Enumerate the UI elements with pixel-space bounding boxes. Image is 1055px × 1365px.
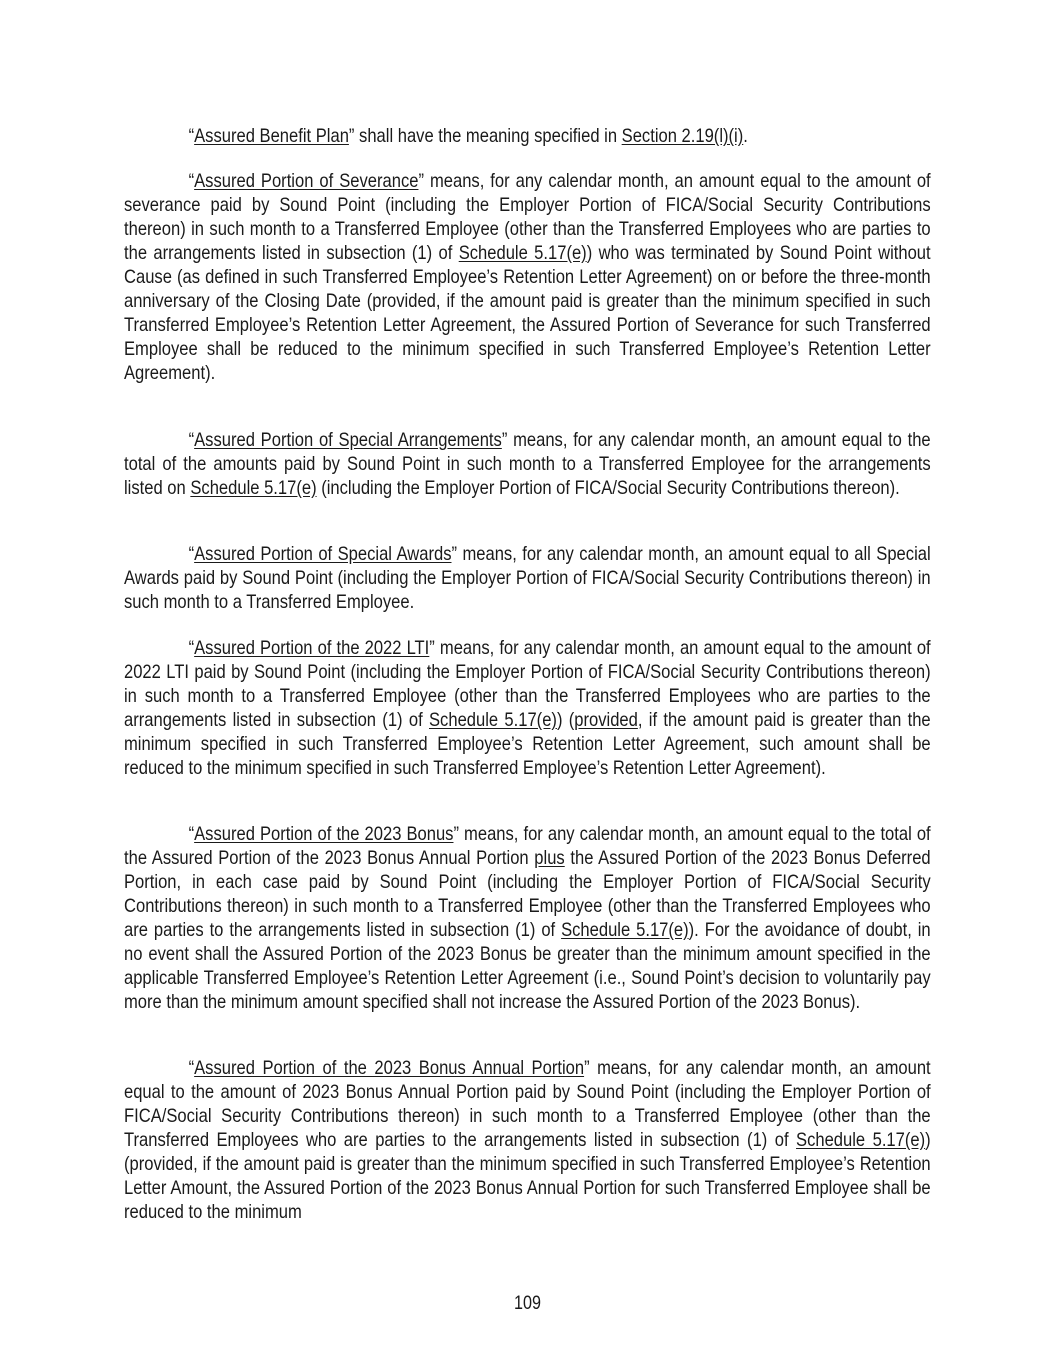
paragraph-text: “: [188, 125, 195, 147]
page-number: 109: [514, 1293, 541, 1314]
underlined-term: Assured Portion of Severance: [194, 170, 419, 192]
underlined-term: Schedule 5.17(e): [796, 1129, 926, 1151]
underlined-term: Assured Benefit Plan: [194, 125, 349, 147]
paragraph-text: ” means, for any calendar month, an amount equal to all Special Awards paid by Sound Point (including the Employer Portion of FICA/Social Security Contributions thereon) in such month to a Transferred Employee.: [124, 543, 931, 613]
paragraph-text: ” means, for any calendar month, an amount equal to the amount of 2022 LTI paid by Sound Point (including the Employer Portion of FICA/Social Security Contributions thereon) in such month to a Transferred Employee (other than the Transferred Employees who are parties to the arrangements listed in subsection (1) of: [124, 637, 931, 731]
underlined-term: Schedule 5.17(e): [561, 919, 689, 941]
paragraph-text: ) (provided, if the amount paid is greater than the minimum specified in such Transferred Employee’s Retention Letter Amount, the Assured Portion of the 2023 Bonus Annual Portion for such Transferred Employee shall be reduced to the minimum: [124, 1129, 931, 1223]
definition-assured-portion-of-2023-bonus-annual-portion: [124, 1056, 931, 1224]
paragraph-text: “: [188, 1057, 195, 1079]
underlined-term: Section 2.19(l)(i): [621, 125, 744, 147]
definition-assured-portion-of-2023-bonus: [124, 822, 931, 1014]
paragraph-text: ” shall have the meaning specified in: [348, 125, 622, 147]
underlined-term: Assured Portion of Special Arrangements: [194, 429, 502, 451]
paragraph-text: ” means, for any calendar month, an amount equal to the amount of severance paid by Sound Point (including the Employer Portion of FICA/Social Security Contributions thereon) in such month to a Transferred Employee (other than the Transferred Employees who are parties to the arrangements listed in subsection (1) of: [124, 170, 931, 264]
paragraph-text: .: [743, 125, 748, 147]
underlined-term: plus: [534, 847, 565, 869]
paragraph-text: ” means, for any calendar month, an amount equal to the amount of 2023 Bonus Annual Portion paid by Sound Point (including the Employer Portion of FICA/Social Security Contributions thereon) in such month to a Transferred Employee (other than the Transferred Employees who are parties to the arrangements listed in subsection (1) of: [124, 1057, 931, 1151]
underlined-term: Assured Portion of Special Awards: [194, 543, 452, 565]
paragraph-text: ) (: [556, 709, 575, 731]
paragraph-text: ). For the avoidance of doubt, in no event shall the Assured Portion of the 2023 Bonus be greater than the minimum amount specified in the applicable Transferred Employee’s Retention Letter Agreement (i.e., Sound Point’s decision to voluntarily pay more than the minimum amount specified shall not increase the Assured Portion of the 2023 Bonus).: [124, 919, 931, 1013]
paragraph-text: “: [188, 543, 195, 565]
underlined-term: Assured Portion of the 2023 Bonus Annual Portion: [194, 1057, 585, 1079]
paragraph-text: “: [188, 637, 195, 659]
underlined-term: Schedule 5.17(e): [458, 242, 587, 264]
paragraph-text: , if the amount paid is greater than the minimum specified in such Transferred Employee’s Retention Letter Agreement, such amount shall be reduced to the minimum specified in such Transferred Employee’s Retention Letter Agreement).: [124, 709, 931, 779]
definition-assured-portion-of-2022-lti: [124, 636, 931, 780]
underlined-term: Schedule 5.17(e): [190, 477, 317, 499]
paragraph-text: (including the Employer Portion of FICA/Social Security Contributions thereon).: [316, 477, 900, 499]
paragraph-text: “: [188, 429, 195, 451]
paragraph-text: “: [188, 170, 195, 192]
paragraph-text: ) who was terminated by Sound Point without Cause (as defined in such Transferred Employee’s Retention Letter Agreement) on or before the three-month anniversary of the Closing Date (provided, if the amount paid is greater than the minimum specified in such Transferred Employee’s Retention Letter Agreement, the Assured Portion of Severance for such Transferred Employee shall be reduced to the minimum specified in such Transferred Employee’s Retention Letter Agreement).: [124, 242, 931, 384]
paragraph-text: ” means, for any calendar month, an amount equal to the total of the Assured Portion of the 2023 Bonus Annual Portion: [124, 823, 931, 869]
definition-assured-portion-of-severance: [124, 169, 931, 385]
definition-assured-portion-of-special-arrangements: [124, 428, 931, 500]
paragraph-text: “: [188, 823, 195, 845]
underlined-term: provided: [574, 709, 638, 731]
definition-assured-portion-of-special-awards: [124, 542, 931, 614]
underlined-term: Assured Portion of the 2023 Bonus: [194, 823, 454, 845]
underlined-term: Schedule 5.17(e): [429, 709, 557, 731]
definition-assured-benefit-plan: [124, 124, 931, 148]
underlined-term: Assured Portion of the 2022 LTI: [194, 637, 430, 659]
paragraph-text: ” means, for any calendar month, an amount equal to the total of the amounts paid by Sound Point in such month to a Transferred Employee for the arrangements listed on: [124, 429, 931, 499]
paragraph-text: the Assured Portion of the 2023 Bonus Deferred Portion, in each case paid by Sound Point (including the Employer Portion of FICA/Social Security Contributions thereon) in such month to a Transferred Employee (other than the Transferred Employees who are parties to the arrangements listed in subsection (1) of: [124, 847, 931, 941]
